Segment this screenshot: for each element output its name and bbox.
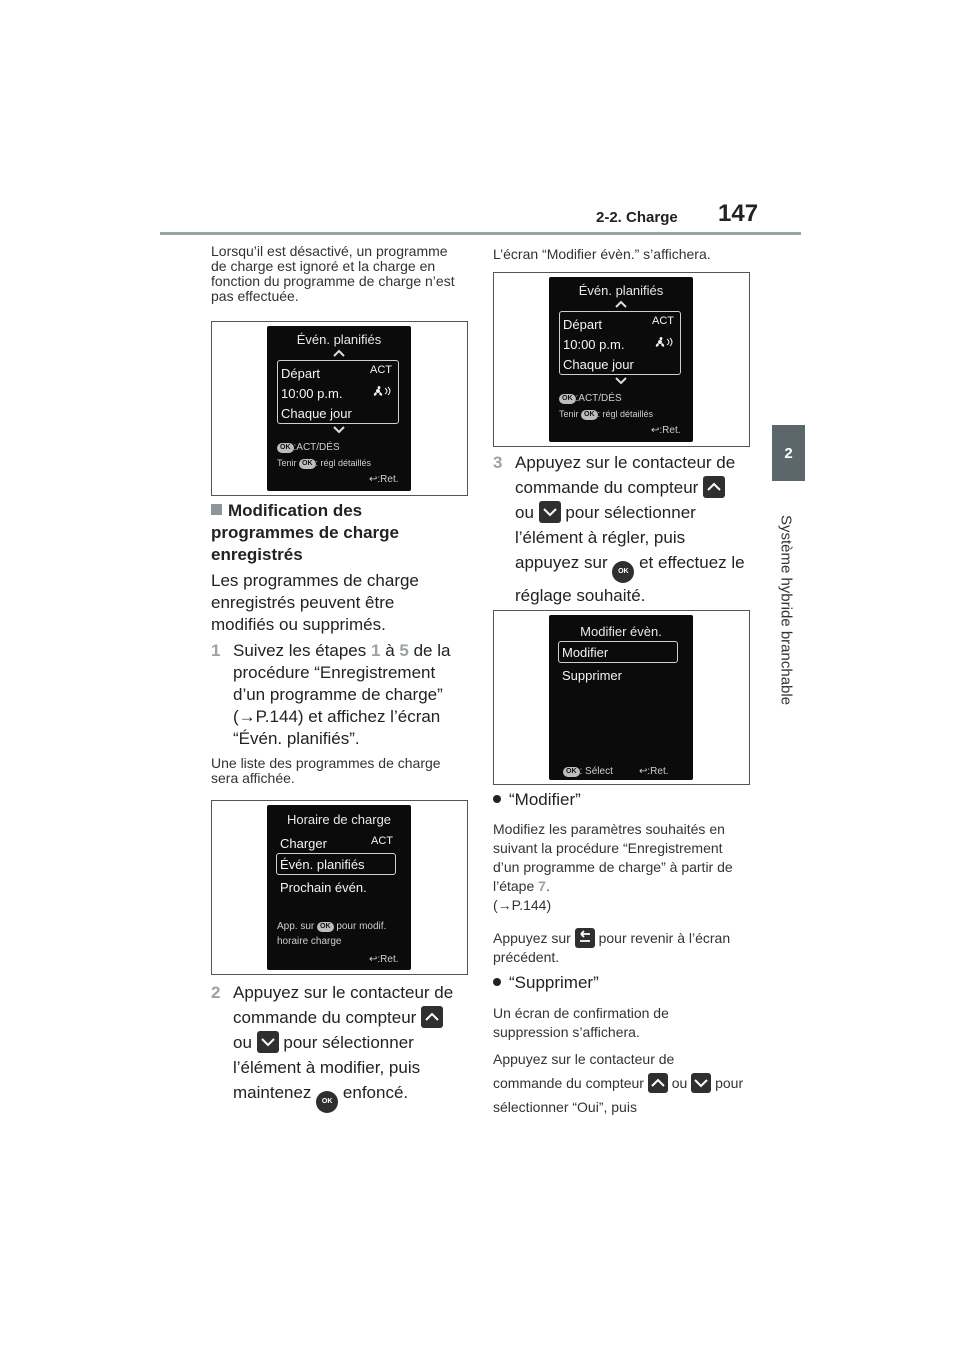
screen-title: Évén. planifiés: [578, 283, 664, 298]
ok-button-icon: OK: [559, 394, 576, 404]
ok-button-icon: OK: [612, 561, 634, 583]
note-confirm: Un écran de confirmation de suppression s’affichera.: [493, 1005, 669, 1040]
chevron-down-icon: [615, 377, 627, 385]
bullet-dot-icon: [493, 978, 501, 986]
fan-icon: [371, 384, 393, 398]
row-next: Prochain évén.: [280, 880, 367, 895]
chevron-up-icon: [421, 1006, 443, 1028]
row-depart: Départ: [281, 366, 321, 381]
ok-button-icon: OK: [316, 1091, 338, 1113]
section-heading: Modification des programmes de charge enregistrés: [211, 501, 400, 564]
chevron-down-icon: [539, 501, 561, 523]
back-arrow-icon: ↩: [639, 766, 648, 777]
fan-icon: [653, 335, 675, 349]
act-badge: ACT: [652, 315, 674, 327]
act-badge: ACT: [370, 364, 392, 376]
back-arrow-icon: ↩: [651, 425, 660, 436]
row-charger: Charger: [280, 836, 327, 851]
hint-act: OK :ACT/DÉS: [559, 393, 622, 404]
intro-paragraph: Les programmes de charge enregistrés peuvent être modifiés ou supprimés.: [211, 571, 419, 634]
figure-planned-events: [211, 321, 468, 496]
bullet-dot-icon: [493, 795, 501, 803]
chevron-down-icon: [257, 1031, 279, 1053]
ok-button-icon: OK: [299, 459, 316, 469]
bullet-modifier: “Modifier”: [493, 789, 745, 811]
figure-planned-events-2: [493, 272, 750, 447]
chapter-tab-label: Système hybride branchable: [777, 514, 795, 706]
hint-modify-2: horaire charge: [277, 936, 342, 947]
ok-button-icon: OK: [563, 767, 580, 777]
note-list-shown: Une liste des programmes de charge sera affichée.: [211, 755, 441, 786]
figure-modify-event: [493, 610, 750, 785]
hint-hold: Tenir OK : régl détaillés: [559, 409, 654, 419]
back-arrow-icon: [575, 928, 595, 948]
back-arrow-icon: ↩: [369, 954, 378, 965]
back-hint: ↩:Ret.: [651, 425, 681, 436]
row-repeat: Chaque jour: [281, 406, 352, 421]
chevron-up-icon: [333, 349, 345, 357]
note-modify-screen: L’écran “Modifier évèn.” s’affichera.: [493, 246, 711, 262]
intro-note: Lorsqu’il est désactivé, un programme de charge est ignoré et la charge en fonction du programme de charge n’est pas effectuée.: [211, 243, 455, 304]
screen-title: Évén. planifiés: [296, 332, 382, 347]
step-1: 1 Suivez les étapes 1 à 5 de la procédure “Enregistrement d’un programme de charge” (→P.144) et affichez l’écran “Évén. planifiés”.: [211, 641, 451, 748]
act-badge: ACT: [371, 835, 393, 847]
note-modify-params: Modifiez les paramètres souhaités en suivant la procédure “Enregistrement d’un programme de charge” à partir de l’étape 7. (→P.144): [493, 821, 733, 913]
ok-button-icon: OK: [581, 410, 598, 420]
chevron-down-icon: [333, 426, 345, 434]
note-last: Appuyez sur le contacteur de commande du compteur ou pour sélectionner “Oui”, puis: [493, 1051, 744, 1115]
screen-charge-schedule: [267, 805, 411, 970]
back-arrow-icon: ↩: [369, 474, 378, 485]
chapter-number: 2: [784, 444, 793, 462]
back-hint: ↩:Ret.: [369, 954, 399, 965]
screen-planned-events: [267, 326, 411, 491]
screen-title: Modifier évèn.: [580, 624, 662, 639]
row-repeat: Chaque jour: [563, 357, 634, 372]
hint-modify: App. sur OK pour modif.: [277, 921, 387, 932]
ok-button-icon: OK: [317, 922, 334, 932]
section-title: 2-2. Charge: [596, 209, 678, 226]
page-number: 147: [718, 200, 759, 227]
step-2: 2 Appuyez sur le contacteur de commande du compteur ou pour sélectionner l’élément à modifier, puis maintenez OK enfoncé.: [211, 980, 463, 1005]
chevron-up-icon: [703, 476, 725, 498]
row-planned: Évén. planifiés: [280, 857, 365, 872]
row-time: 10:00 p.m.: [281, 386, 343, 401]
back-hint: ↩:Ret.: [639, 766, 669, 777]
row-depart: Départ: [563, 317, 603, 332]
screen-planned-events: [549, 277, 693, 442]
hint-act: OK :ACT/DÉS: [277, 442, 340, 453]
hint-select: OK : Sélect: [563, 766, 613, 777]
back-hint: ↩:Ret.: [369, 474, 399, 485]
figure-charge-schedule: [211, 800, 468, 975]
chevron-up-icon: [615, 300, 627, 308]
screen-title: Horaire de charge: [286, 812, 392, 827]
row-supprimer: Supprimer: [562, 668, 622, 683]
square-bullet-icon: [211, 504, 222, 515]
header-rule: [160, 232, 801, 235]
chapter-tab: [772, 425, 805, 481]
chevron-up-icon: [648, 1073, 668, 1093]
note-back: Appuyez sur pour revenir à l’écran précédent.: [493, 930, 731, 965]
chevron-down-icon: [691, 1073, 711, 1093]
screen-modify-event: [549, 615, 693, 780]
ok-button-icon: OK: [277, 443, 294, 453]
hint-hold: Tenir OK : régl détaillés: [277, 458, 372, 468]
row-modifier: Modifier: [562, 645, 609, 660]
row-time: 10:00 p.m.: [563, 337, 625, 352]
step-3: 3 Appuyez sur le contacteur de commande du compteur ou pour sélectionner l’élément à régler, puis appuyez sur OK et effectuez le réglage souhaité.: [493, 453, 745, 605]
bullet-supprimer: “Supprimer”: [493, 972, 745, 994]
